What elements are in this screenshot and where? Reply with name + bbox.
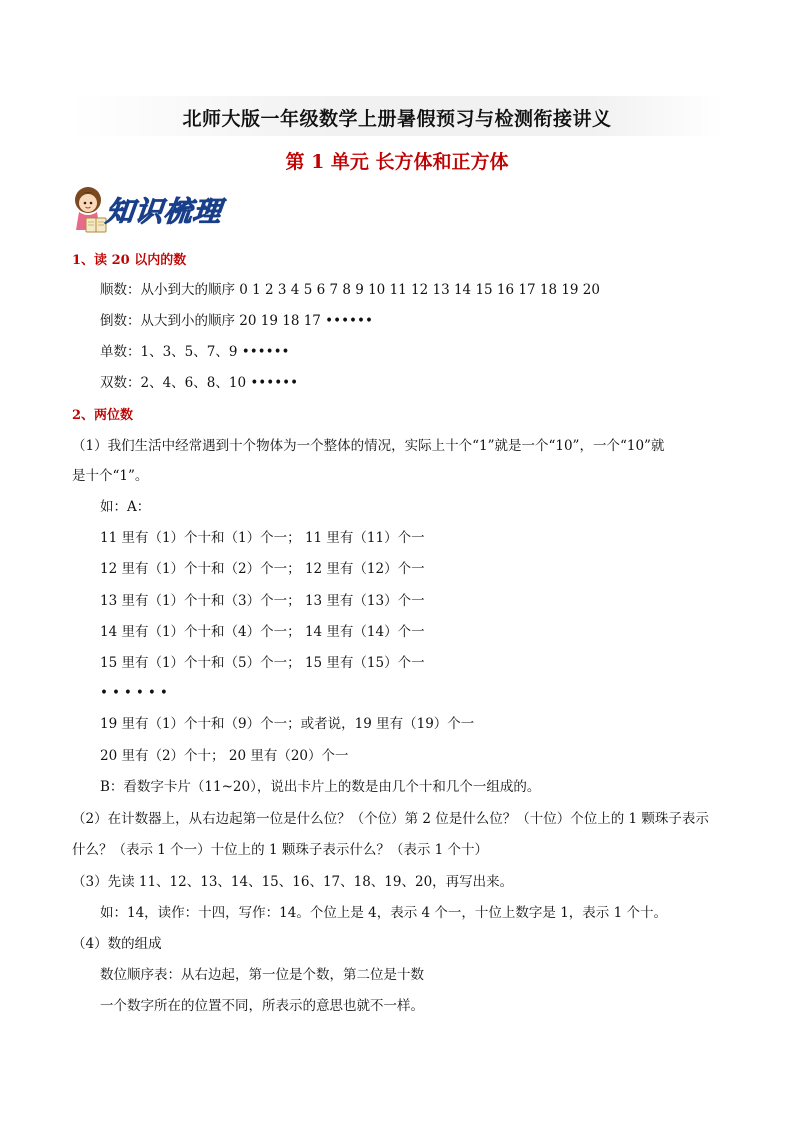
example-line: 11 里有（1）个十和（1）个一； 11 里有（11）个一 [100,530,425,546]
example-line: 14 里有（1）个十和（4）个一； 14 里有（14）个一 [100,624,425,640]
example-line: 13 里有（1）个十和（3）个一； 13 里有（13）个一 [100,593,425,609]
paragraph-line: 什么？（表示 1 个一）十位上的 1 颗珠子表示什么？（表示 1 个十） [72,842,489,858]
even-numbers-line: 双数：2、4、6、8、10 •••••• [100,375,299,391]
example-line: 12 里有（1）个十和（2）个一； 12 里有（12）个一 [100,561,425,577]
paragraph-line: （3）先读 11、12、13、14、15、16、17、18、19、20，再写出来。 [72,874,514,890]
example-line: 如：14，读作：十四，写作：14。个位上是 4，表示 4 个一，十位上数字是 1，表示 1 个十。 [100,905,667,921]
example-line: 19 里有（1）个十和（9）个一；或者说，19 里有（19）个一 [100,716,475,732]
example-line: 20 里有（2）个十； 20 里有（20）个一 [100,748,349,764]
example-line: B：看数字卡片（11~20），说出卡片上的数是由几个十和几个一组成的。 [100,779,541,795]
ellipsis-line: •••••• [100,685,172,701]
example-line: 15 里有（1）个十和（5）个一； 15 里有（15）个一 [100,655,425,671]
banner-text: 知识梳理 [104,195,224,228]
example-label: 如：A： [100,499,151,515]
paragraph-line: （4）数的组成 [72,936,162,952]
section-1-heading: 1、读 20 以内的数 [72,253,187,268]
section-2-heading: 2、两位数 [72,408,134,423]
unit-title: 第 1 单元 长方体和正方体 [285,151,509,173]
paragraph-line: （2）在计数器上，从右边起第一位是什么位？（个位）第 2 位是什么位？（十位）个位上的 1 颗珠子表示 [72,811,709,827]
paragraph-line: 是十个“1”。 [72,468,149,484]
descending-order-line: 倒数：从大到小的顺序 20 19 18 17 •••••• [100,313,373,329]
knowledge-banner [72,184,242,236]
paragraph-line: （1）我们生活中经常遇到十个物体为一个整体的情况，实际上十个“1”就是一个“10”，一个“10”就 [72,438,665,454]
odd-numbers-line: 单数：1、3、5、7、9 •••••• [100,344,290,360]
main-title: 北师大版一年级数学上册暑假预习与检测衔接讲义 [182,108,612,130]
ascending-order-line: 顺数：从小到大的顺序 0 1 2 3 4 5 6 7 8 9 10 11 12 13 14 15 16 17 18 19 20 [100,282,600,298]
paragraph-line: 一个数字所在的位置不同，所表示的意思也就不一样。 [100,998,424,1014]
paragraph-line: 数位顺序表：从右边起，第一位是个数，第二位是十数 [100,967,424,983]
